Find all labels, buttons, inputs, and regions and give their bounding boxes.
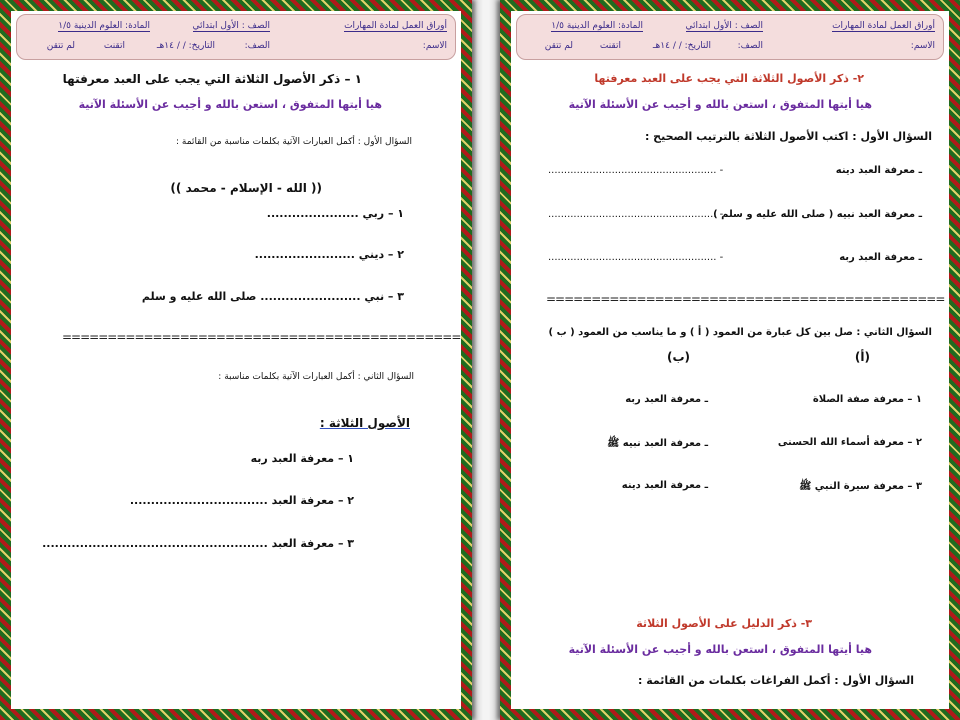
column-a-item: ١ – معرفة صفة الصلاة <box>812 394 922 405</box>
header-done: اتقنت <box>599 41 621 51</box>
question-1-label: السؤال الأول : اكتب الأصول الثلاثة بالترتيب الصحيح : <box>644 130 932 143</box>
column-b-item: ـ معرفة العبد نبيه ﷺ <box>607 438 708 449</box>
answer-blank[interactable]: ..................................................... - <box>548 252 724 263</box>
worksheet-header <box>16 14 456 60</box>
section-heading: ١ – ذكر الأصول الثلاثة التي يجب على العبد معرفتها <box>62 72 362 86</box>
column-b-item: ـ معرفة العبد دينه <box>621 480 708 491</box>
header-name: الاسم: <box>910 41 935 51</box>
section-heading: ٢- ذكر الأصول الثلاثة التي يجب على العبد معرفتها <box>594 72 864 85</box>
header-date: التاريخ: / / ١٤هـ <box>652 41 711 51</box>
header-subject: المادة: العلوم الدينية ١/٥ <box>551 21 643 31</box>
separator-line: ============================================ <box>62 330 461 344</box>
question-2-item: ٣ – معرفة العبد ...................................................... <box>42 537 354 550</box>
question-2-item: ١ – معرفة العبد ربه <box>250 452 354 465</box>
question-1-label: السؤال الأول : أكمل العبارات الآتية بكلمات مناسبة من القائمة : <box>176 137 412 147</box>
question-1-item: ـ معرفة العبد ربه <box>839 252 922 263</box>
question-1-item: ـ معرفة العبد دينه <box>835 165 922 176</box>
column-a-item: ٢ – معرفة أسماء الله الحسنى <box>777 437 922 448</box>
header-date: التاريخ: / / ١٤هـ <box>156 41 215 51</box>
header-class: الصف: <box>737 41 763 51</box>
header-grade: الصف : الأول ابتدائي <box>192 21 270 31</box>
column-a-item: ٣ – معرفة سيرة النبي ﷺ <box>799 481 922 492</box>
answer-blank[interactable]: ..................................................... - <box>548 165 724 176</box>
worksheet-page-left <box>0 0 472 720</box>
header-title: أوراق العمل لمادة المهارات <box>344 21 447 31</box>
header-grade: الصف : الأول ابتدائي <box>685 21 763 31</box>
header-class: الصف: <box>244 41 270 51</box>
answer-blank[interactable]: ..................................................... - <box>548 209 724 220</box>
column-a-title: (أ) <box>854 350 870 364</box>
question-1-item: ـ معرفة العبد نبيه ( صلى الله عليه و سلم ) <box>713 209 922 220</box>
question-2-title: الأصول الثلاثة : <box>319 416 410 430</box>
question-1-item: ١ – ربي ...................... <box>266 207 404 220</box>
question-2-label: السؤال الثاني : أكمل العبارات الآتية بكلمات مناسبة : <box>218 372 414 382</box>
header-done: اتقنت <box>103 41 125 51</box>
section-subheading: هيا أيتها المتفوق ، استعن بالله و أجيب عن الأسئلة الآتية <box>78 98 382 111</box>
question-2-label: السؤال الثاني : صل بين كل عبارة من العمود ( أ ) و ما يناسب من العمود ( ب ) <box>548 327 932 338</box>
section-3-subheading: هيا أيتها المتفوق ، استعن بالله و أجيب عن الأسئلة الآتية <box>568 643 872 656</box>
header-name: الاسم: <box>422 41 447 51</box>
separator-line: ============================================ <box>546 292 945 306</box>
worksheet-header <box>516 14 944 60</box>
question-2-item: ٢ – معرفة العبد ................................. <box>129 494 354 507</box>
header-title: أوراق العمل لمادة المهارات <box>832 21 935 31</box>
question-1-item: ٢ – ديني ........................ <box>254 248 404 261</box>
section-3-heading: ٣- ذكر الدليل على الأصول الثلاثة <box>636 617 812 630</box>
question-1-item: ٣ – نبي ........................ صلى الله عليه و سلم <box>141 290 404 303</box>
worksheet-page-right <box>500 0 960 720</box>
header-notdone: لم تتقن <box>544 41 573 51</box>
column-b-item: ـ معرفة العبد ربه <box>625 394 708 405</box>
column-b-title: (ب) <box>666 350 690 364</box>
section-subheading: هيا أيتها المتفوق ، استعن بالله و أجيب عن الأسئلة الآتية <box>568 98 872 111</box>
word-bank: (( الله - الإسلام - محمد )) <box>170 181 322 195</box>
section-3-question-1: السؤال الأول : أكمل الفراغات بكلمات من القائمة : <box>638 674 914 687</box>
page-gutter <box>472 0 500 720</box>
header-notdone: لم تتقن <box>46 41 75 51</box>
header-subject: المادة: العلوم الدينية ١/٥ <box>58 21 150 31</box>
